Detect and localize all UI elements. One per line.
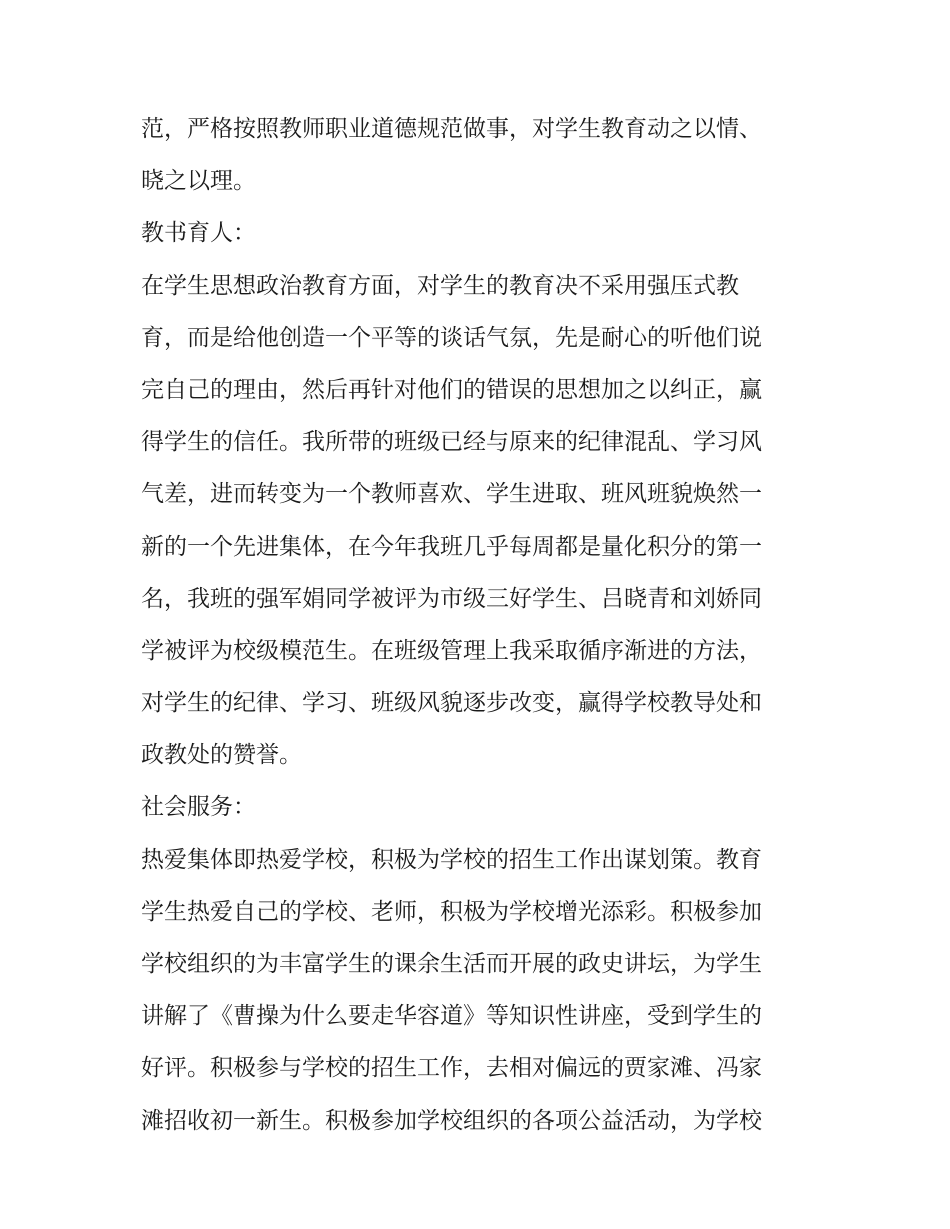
section-heading-teaching: 教书育人： xyxy=(141,220,256,247)
text-line: 范，严格按照教师职业道德规范做事，对学生教育动之以情、 xyxy=(141,116,762,142)
text-line: 学生热爱自己的学校、老师，积极为学校增光添彩。积极参加 xyxy=(141,898,762,925)
text-line: 在学生思想政治教育方面，对学生的教育决不采用强压式教 xyxy=(141,272,739,299)
text-line: 得学生的信任。我所带的班级已经与原来的纪律混乱、学习风 xyxy=(141,429,762,456)
text-line: 讲解了《曹操为什么要走华容道》等知识性讲座，受到学生的 xyxy=(141,1003,762,1030)
text-line: 对学生的纪律、学习、班级风貌逐步改变，赢得学校教导处和 xyxy=(141,690,762,717)
text-line: 育，而是给他创造一个平等的谈话气氛，先是耐心的听他们说 xyxy=(141,324,762,351)
section-heading-social-service: 社会服务： xyxy=(141,794,256,821)
text-line: 名，我班的强军娟同学被评为市级三好学生、吕晓青和刘娇同 xyxy=(141,585,762,612)
text-line: 滩招收初一新生。积极参加学校组织的各项公益活动，为学校 xyxy=(141,1107,762,1134)
text-line: 学被评为校级模范生。在班级管理上我采取循序渐进的方法， xyxy=(141,637,762,664)
text-line: 晓之以理。 xyxy=(141,168,256,195)
text-line: 气差，进而转变为一个教师喜欢、学生进取、班风班貌焕然一 xyxy=(141,481,762,508)
text-line: 热爱集体即热爱学校，积极为学校的招生工作出谋划策。教育 xyxy=(141,846,762,873)
text-line: 新的一个先进集体，在今年我班几乎每周都是量化积分的第一 xyxy=(141,533,762,560)
text-line: 学校组织的为丰富学生的课余生活而开展的政史讲坛，为学生 xyxy=(141,951,762,977)
text-line: 政教处的赞誉。 xyxy=(141,742,302,769)
document-body xyxy=(141,103,821,1147)
text-line: 完自己的理由，然后再针对他们的错误的思想加之以纠正，赢 xyxy=(141,376,762,403)
text-line: 好评。积极参与学校的招生工作，去相对偏远的贾家滩、冯家 xyxy=(141,1055,762,1082)
